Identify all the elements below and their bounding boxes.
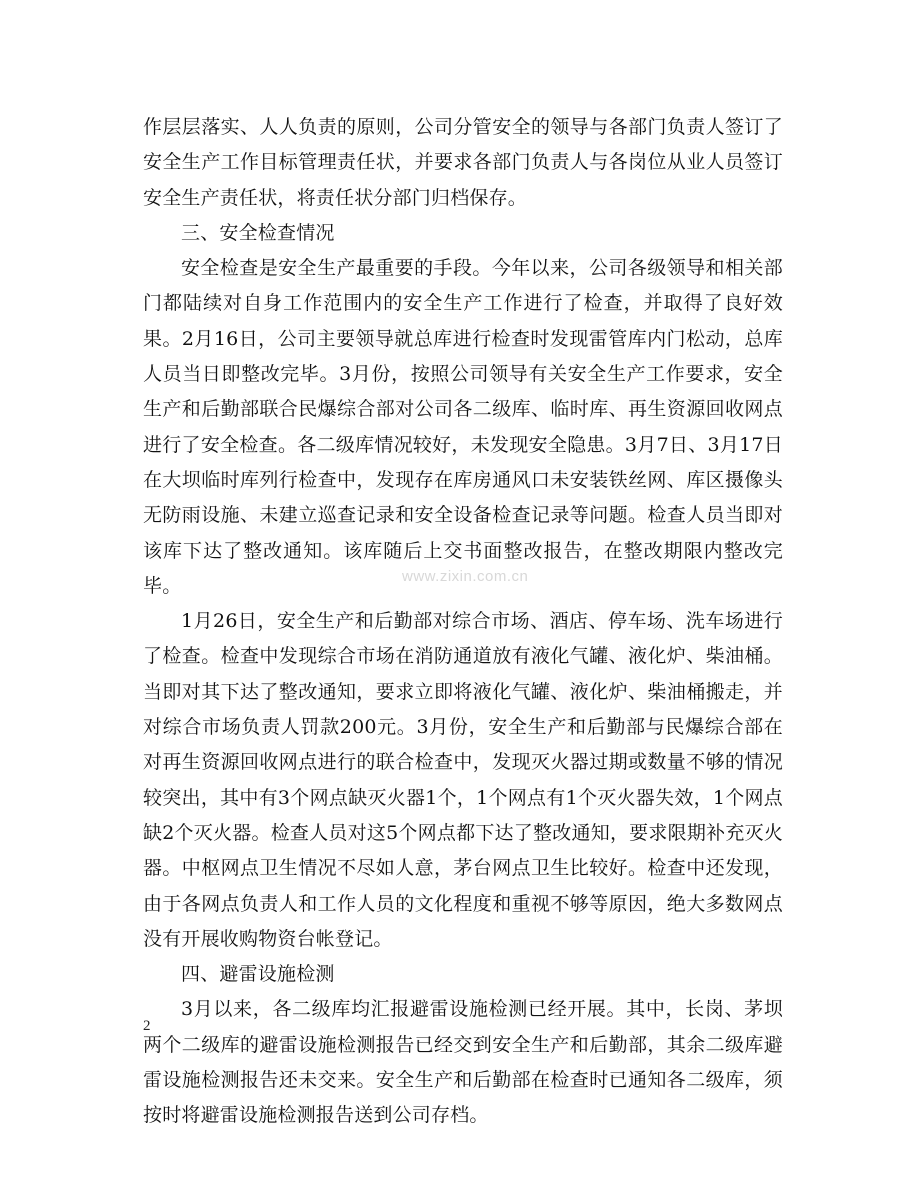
document-body (143, 110, 783, 1134)
paragraph-continuation: 作层层落实、人人负责的原则，公司分管安全的领导与各部门负责人签订了安全生产工作目标管理责任状，并要求各部门负责人与各岗位从业人员签订安全生产责任状，将责任状分部门归档保存。 (143, 116, 783, 209)
section-heading-safety-inspection: 三、安全检查情况 (181, 221, 335, 244)
page-number: 2 (143, 1018, 151, 1034)
watermark: www.zixin.com.cn (402, 568, 529, 585)
paragraph-market-inspection: 1月26日，安全生产和后勤部对综合市场、酒店、停车场、洗车场进行了检查。检查中发现综合市场在消防通道放有液化气罐、液化炉、柴油桶。当即对其下达了整改通知，要求立即将液化气罐、液化炉、柴油桶搬走，并对综合市场负责人罚款200元。3月份，安全生产和后勤部与民爆综合部在对再生资源回收网点进行的联合检查中，发现灭火器过期或数量不够的情况较突出，其中有3个网点缺灭火器1个，1个网点有1个灭火器失效，1个网点缺2个灭火器。检查人员对这5个网点都下达了整改通知，要求限期补充灭火器。中枢网点卫生情况不尽如人意，茅台网点卫生比较好。检查中还发现，由于各网点负责人和工作人员的文化程度和重视不够等原因，绝大多数网点没有开展收购物资台帐登记。 (143, 610, 783, 950)
paragraph-safety-inspection: 安全检查是安全生产最重要的手段。今年以来，公司各级领导和相关部门都陆续对自身工作范围内的安全生产工作进行了检查，并取得了良好效果。2月16日，公司主要领导就总库进行检查时发现雷管库内门松动，总库人员当日即整改完毕。3月份，按照公司领导有关安全生产工作要求，安全生产和后勤部联合民爆综合部对公司各二级库、临时库、再生资源回收网点进行了安全检查。各二级库情况较好，未发现安全隐患。3月7日、3月17日在大坝临时库列行检查中，发现存在库房通风口未安装铁丝网、库区摄像头无防雨设施、未建立巡查记录和安全设备检查记录等问题。检查人员当即对该库下达了整改通知。该库随后上交书面整改报告，在整改期限内整改完毕。 (143, 257, 783, 597)
paragraph-lightning-protection: 3月以来，各二级库均汇报避雷设施检测已经开展。其中，长岗、茅坝两个二级库的避雷设施检测报告已经交到安全生产和后勤部，其余二级库避雷设施检测报告还未交来。安全生产和后勤部在检查时已通知各二级库，须按时将避雷设施检测报告送到公司存档。 (143, 998, 783, 1127)
section-heading-lightning-protection: 四、避雷设施检测 (181, 963, 335, 986)
